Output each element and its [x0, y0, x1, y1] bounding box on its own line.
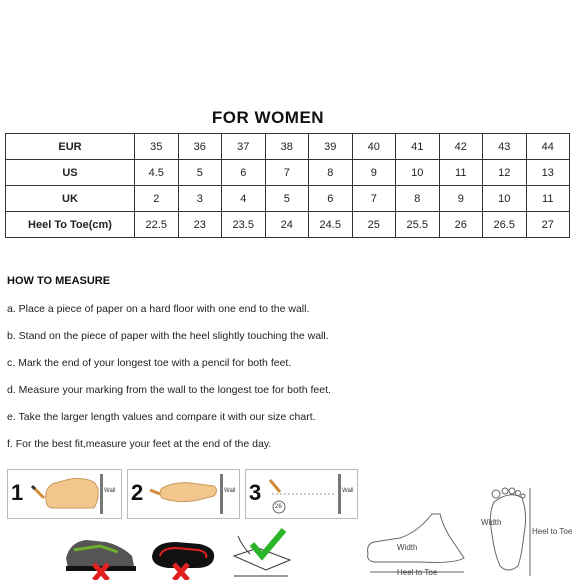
size-chart-table	[5, 133, 570, 238]
heel-to-toe-label-bottom: Heel to Toe	[397, 568, 438, 577]
table-cell: 13	[526, 160, 570, 186]
table-cell: 37	[222, 134, 266, 160]
table-cell: 26.5	[483, 212, 527, 238]
table-cell: 7	[352, 186, 396, 212]
table-row	[6, 160, 570, 186]
wall-label-2: Wall	[224, 488, 236, 494]
table-cell: 5	[178, 160, 222, 186]
table-cell: 3	[178, 186, 222, 212]
table-cell: 43	[483, 134, 527, 160]
table-cell: 8	[309, 160, 353, 186]
table-cell: 6	[222, 160, 266, 186]
insole-crossed-illustration	[146, 536, 218, 580]
wall-label-3: Wall	[342, 488, 354, 494]
step-number-1: 1	[11, 480, 24, 505]
width-label-top: Width	[481, 518, 502, 527]
table-cell: 38	[265, 134, 309, 160]
table-cell: 41	[396, 134, 440, 160]
table-cell: 24	[265, 212, 309, 238]
measure-step-3-panel	[245, 469, 358, 519]
page-title: FOR WOMEN	[211, 108, 325, 127]
ruler-illustration	[246, 470, 357, 518]
table-cell: 42	[439, 134, 483, 160]
width-label-side: Width	[397, 543, 418, 552]
table-cell: 4	[222, 186, 266, 212]
table-cell: 35	[135, 134, 179, 160]
table-cell: 25	[352, 212, 396, 238]
table-cell: 44	[526, 134, 570, 160]
step-number-3: 3	[249, 480, 262, 505]
how-to-measure-heading: HOW TO MEASURE	[7, 275, 111, 287]
table-cell: 11	[526, 186, 570, 212]
foot-side-illustration	[8, 470, 121, 518]
step-b: b. Stand on the piece of paper with the heel slightly touching the wall.	[7, 330, 329, 342]
row-label: Heel To Toe(cm)	[6, 212, 135, 238]
table-cell: 26	[439, 212, 483, 238]
wall-label-1: Wall	[104, 488, 116, 494]
step-f: f. For the best fit,measure your feet at the end of the day.	[7, 438, 272, 450]
table-cell: 23	[178, 212, 222, 238]
table-cell: 11	[439, 160, 483, 186]
table-cell: 36	[178, 134, 222, 160]
step-c: c. Mark the end of your longest toe with a pencil for both feet.	[7, 357, 292, 369]
table-cell: 8	[396, 186, 440, 212]
table-cell: 23.5	[222, 212, 266, 238]
table-cell: 4.5	[135, 160, 179, 186]
table-cell: 39	[309, 134, 353, 160]
table-cell: 27	[526, 212, 570, 238]
measure-step-1-panel	[7, 469, 122, 519]
table-cell: 9	[439, 186, 483, 212]
table-cell: 10	[483, 186, 527, 212]
table-row	[6, 186, 570, 212]
table-cell: 7	[265, 160, 309, 186]
table-cell: 24.5	[309, 212, 353, 238]
table-cell: 2	[135, 186, 179, 212]
step-e: e. Take the larger length values and compare it with our size chart.	[7, 411, 316, 423]
row-label: UK	[6, 186, 135, 212]
table-cell: 9	[352, 160, 396, 186]
table-cell: 10	[396, 160, 440, 186]
heel-to-toe-label-side: Heel to Toe	[532, 527, 573, 536]
sneaker-crossed-illustration	[60, 528, 140, 580]
step-number-2: 2	[131, 480, 144, 505]
paper-check-illustration	[228, 526, 300, 580]
row-label: EUR	[6, 134, 135, 160]
table-cell: 25.5	[396, 212, 440, 238]
table-row	[6, 212, 570, 238]
table-row	[6, 134, 570, 160]
table-cell: 40	[352, 134, 396, 160]
step-d: d. Measure your marking from the wall to the longest toe for both feet.	[7, 384, 331, 396]
table-cell: 12	[483, 160, 527, 186]
table-cell: 5	[265, 186, 309, 212]
step-a: a. Place a piece of paper on a hard floor with one end to the wall.	[7, 303, 310, 315]
row-label: US	[6, 160, 135, 186]
foot-top-illustration	[128, 470, 239, 518]
table-cell: 6	[309, 186, 353, 212]
measure-step-2-panel	[127, 469, 240, 519]
ruler-mark: 26	[275, 504, 282, 510]
table-cell: 22.5	[135, 212, 179, 238]
